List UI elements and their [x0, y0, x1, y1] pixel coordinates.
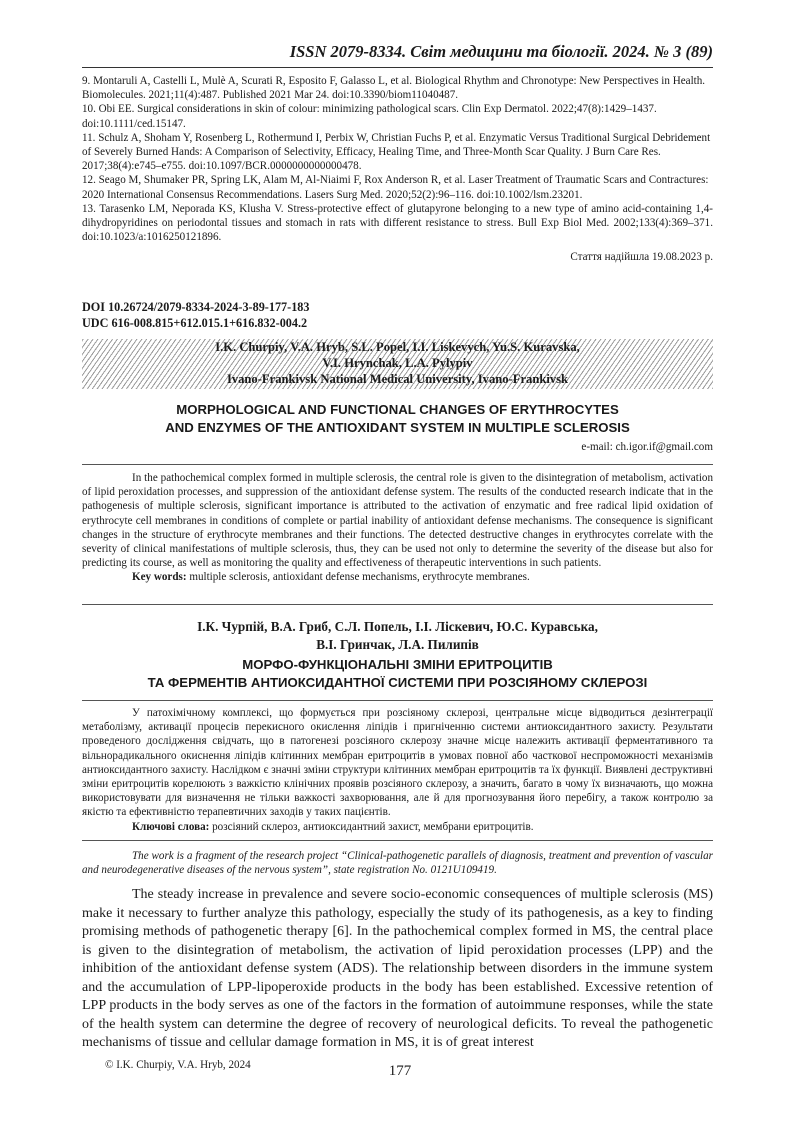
keywords-en-text: multiple sclerosis, antioxidant defense mechanisms, erythrocyte membranes.: [186, 571, 530, 584]
keywords-ua-text: розсіяний склероз, антиоксидантний захист, мембрани еритроцитів.: [209, 820, 534, 833]
reference-item: 13. Tarasenko LM, Neporada KS, Klusha V. Stress-protective effect of glutapyrone belonging to a new type of amino acid-containing 1,4-dihydropyridines on periodontal tissues and stomach in rats with different resistance to stress. Bull Exp Biol Med. 2002;133(4):369–371. doi:10.1023/a:1016250121896.: [82, 202, 713, 244]
abstract-ua: [82, 706, 713, 834]
page-number: 177: [388, 1063, 412, 1079]
abstract-ua-text: У патохімічному комплексі, що формується при розсіяному склерозі, центральне місце відводиться дезінтеграції метаболізму, активації процесів перекисного окислення ліпідів і пригніченню системи антиоксидантного захисту. Результати проведеного дослідження свідчать, що в патогенезі розсіяного склерозу значне місце належить активації ферментативного та вільнорадикального окиснення ліпідів клітинних мембран еритроцитів в умовах повної або часткової неспроможності механізмів антиоксидантного захисту. Наслідком є значні зміни структури клітинних мембран еритроцитів та їх функції. Виявлені деструктивні зміни еритроцитів корелюють з важкістю клінічних проявів розсіяного склерозу, а значить, багато в чому їх визначають, що можна використовувати для визначення не тільки важкості захворювання, але й для прогнозування його перебігу, а також контролю за якістю та ефективністю терапевтичних заходів у таких пацієнтів.: [82, 707, 713, 819]
authors-ua-line1: І.К. Чурпій, В.А. Гриб, С.Л. Попель, І.І. Лiскевич, Ю.С. Куравська,: [197, 619, 598, 634]
journal-header: [82, 42, 713, 68]
title-en-line1: MORPHOLOGICAL AND FUNCTIONAL CHANGES OF ERYTHROCYTES: [176, 402, 619, 417]
reference-list: [82, 74, 713, 244]
affiliation: Ivano-Frankivsk National Medical University, Ivano-Frankivsk: [226, 372, 569, 387]
reference-item: 9. Montaruli A, Castelli L, Mulè A, Scurati R, Esposito F, Galasso L, et al. Biological Rhythm and Chronotype: New Perspectives in Health. Biomolecules. 2021;11(4):487. Published 2021 Mar 24. doi:10.3390/biom11040487.: [82, 75, 706, 102]
article-title-en: [82, 401, 713, 436]
keywords-en-label: Key words:: [132, 571, 187, 584]
body-paragraph: The steady increase in prevalence and severe socio-economic consequences of multiple sclerosis (MS) make it necessary to further analyze this pathology, especially the study of its pathogenesis, as a key to finding promising methods of pathogenetic therapy [6]. In the pathochemical complex formed in MS, the central place is given to the disintegration of metabolism, the activation of lipid peroxidation processes (LPP) and the inhibition of the antioxidant defense system (ADS). The relationship between disorders in the immune system and the accumulation of LPP-lipoperoxide products in the body has been established. Excessive retention of LPP products in the body serves as one of the factors in the formation of autoimmune responses, while the state of the health system can determine the degree of recovery of neurological deficits. To reveal the pathogenetic mechanisms of tissue and cellular damage formation in MS, it is of great interest: [82, 887, 713, 1050]
divider: [82, 700, 713, 701]
divider: [82, 464, 713, 465]
abstract-en: [82, 471, 713, 585]
copyright: © I.K. Churpiy, V.A. Hryb, 2024: [105, 1059, 251, 1071]
title-en-line2: AND ENZYMES OF THE ANTIOXIDANT SYSTEM IN MULTIPLE SCLEROSIS: [165, 419, 630, 435]
keywords-ua: [82, 820, 713, 834]
reference-item: 12. Seago M, Shumaker PR, Spring LK, Alam M, Al-Niaimi F, Rox Anderson R, et al. Laser Treatment of Traumatic Scars and Contractures: 2020 International Consensus Recommendations. Lasers Surg Med. 2020;52(2):96–116. doi:10.1002/lsm.23201.: [82, 174, 709, 201]
doi: DOI 10.26724/2079-8334-2024-3-89-177-183: [82, 300, 310, 314]
received-date: Стаття надійшла 19.08.2023 р.: [570, 251, 713, 263]
keywords-ua-label: Ключові слова:: [132, 820, 210, 833]
reference-item: 10. Obi EE. Surgical considerations in skin of colour: minimizing pathological scars. Clin Exp Dermatol. 2022;47(8):1429–1437. doi:10.1111/ced.15147.: [82, 103, 657, 130]
keywords-en: [82, 570, 713, 584]
article-title-ua: [82, 656, 713, 691]
funding-note: The work is a fragment of the research project “Clinical-pathogenetic parallels of diagnosis, treatment and prevention of vascular and neurodegenerative diseases of the nervous system”, state registration No. 0121U109419.: [82, 850, 713, 877]
abstract-en-text: In the pathochemical complex formed in multiple sclerosis, the central role is given to the disintegration of metabolism, activation of lipid peroxidation processes, and suppression of the antioxidant defense system. The results of the conducted research indicate that in the pathogenesis of multiple sclerosis, significant importance is attributed to the activation of enzymatic and free radical lipid oxidation of erythrocyte cell membranes in conditions of complete or partial inability of antioxidant defense mechanisms. The consequence is significant changes in the structure of erythrocyte membranes and their functions. The detected destructive changes in erythrocytes correlate with the severity of clinical manifestations of multiple sclerosis, thus, they can be used not only to determine the severity of the disease but also for predicting its course, as well as monitoring the quality and effectiveness of therapeutic interventions in such patients.: [82, 472, 713, 570]
title-ua-line1: МОРФО-ФУНКЦІОНАЛЬНІ ЗМІНИ ЕРИТРОЦИТІВ: [242, 657, 553, 672]
udc: UDC 616-008.815+612.015.1+616.832-004.2: [82, 316, 308, 330]
contact-email: e-mail: ch.igor.if@gmail.com: [581, 441, 713, 453]
divider: [82, 604, 713, 605]
authors-ua-line2: В.І. Гринчак, Л.А. Пилипів: [316, 636, 479, 652]
authors-en-line1: I.K. Churpiy, V.A. Hryb, S.L. Popel, I.I. Liskevych, Yu.S. Kuravska,: [215, 340, 580, 354]
article-identifiers: [82, 299, 309, 331]
journal-title: ISSN 2079-8334. Світ медицини та біології. 2024. № 3 (89): [289, 42, 713, 61]
reference-item: 11. Schulz A, Shoham Y, Rosenberg L, Rothermund I, Perbix W, Christian Fuchs P, et al. Enzymatic Versus Traditional Surgical Debridement of Severely Burned Hands: A Comparison of Selectivity, Efficacy, Healing Time, and Three-Month Scar Quality. J Burn Care Res. 2017;38(4):e745–e755. doi:10.1097/BCR.0000000000000478.: [82, 131, 711, 173]
authors-ua-block: [82, 618, 713, 653]
title-ua-line2: ТА ФЕРМЕНТІВ АНТИОКСИДАНТНОЇ СИСТЕМИ ПРИ РОЗСІЯНОМУ СКЛЕРОЗІ: [147, 674, 648, 690]
authors-en-line2: V.I. Hrynchak, L.A. Pylypiv: [322, 356, 473, 371]
divider: [82, 840, 713, 841]
authors-en-block: [82, 339, 713, 389]
